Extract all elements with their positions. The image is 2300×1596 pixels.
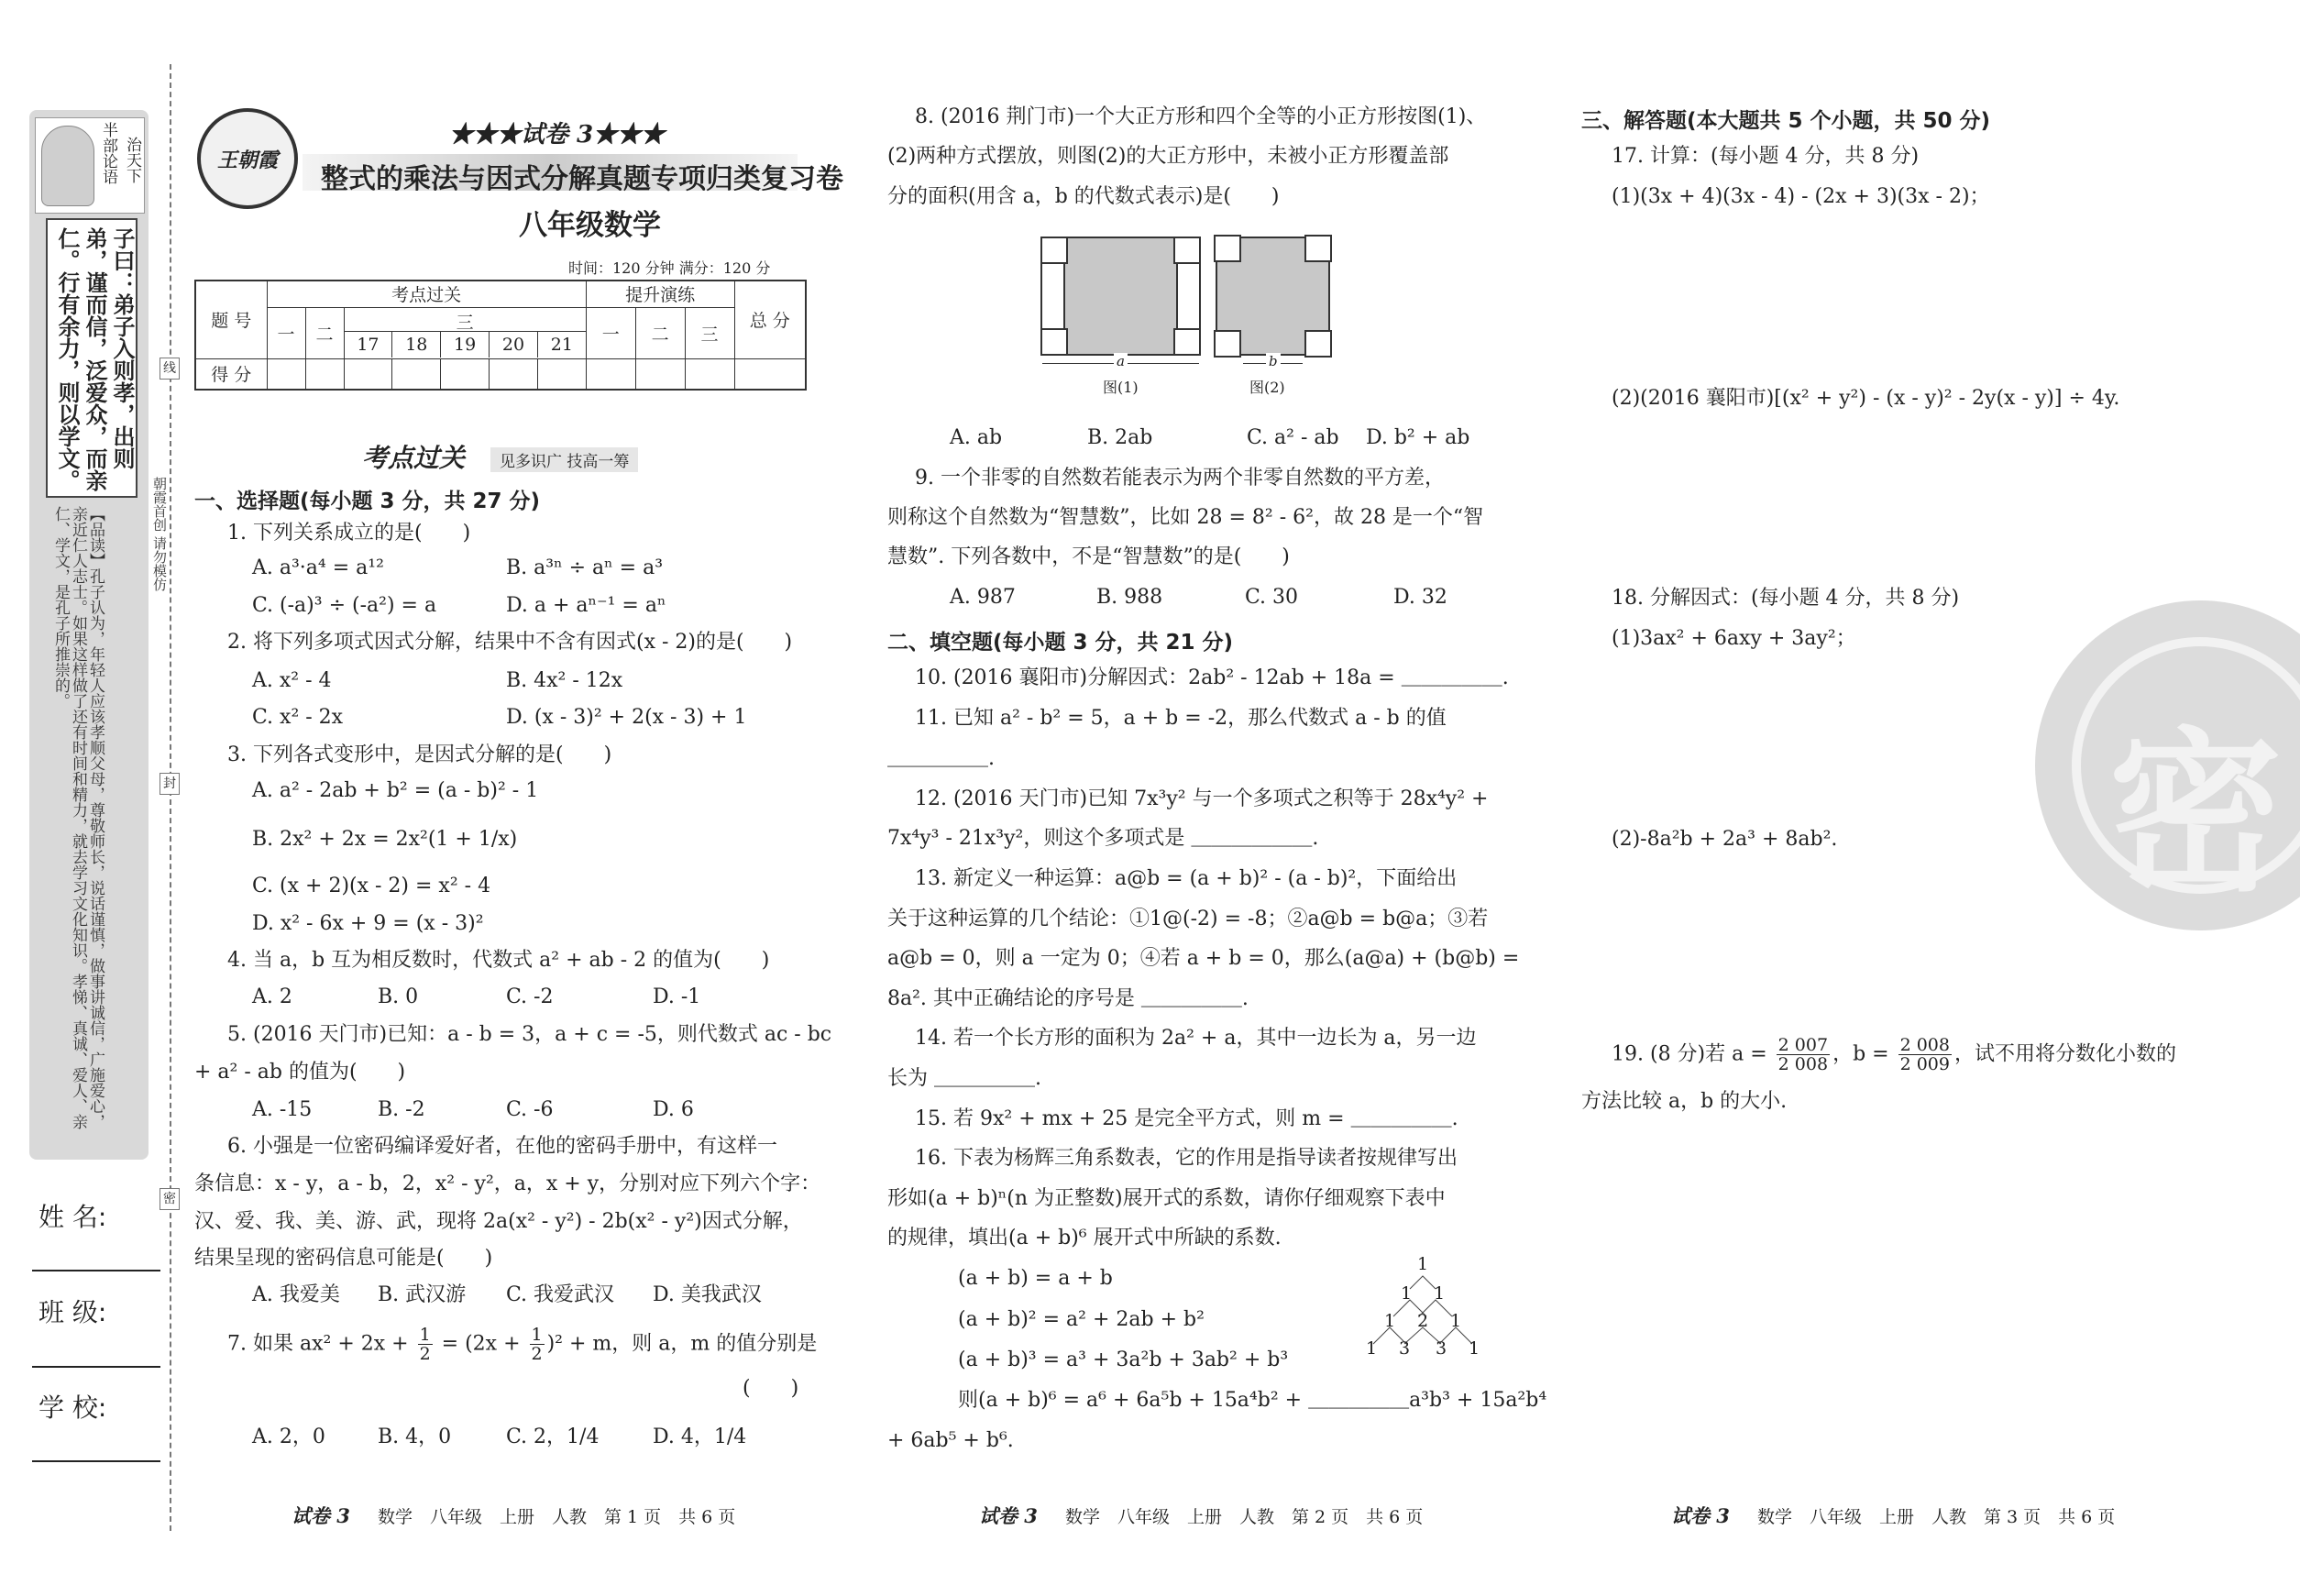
q6-option-c[interactable]: C. 我爱武汉 [506, 1283, 615, 1306]
score-cell[interactable] [305, 358, 344, 390]
question-11-line-2: ＿＿＿＿＿. [887, 747, 995, 770]
score-cell[interactable] [392, 358, 441, 390]
question-14-line-2: 长为 ＿＿＿＿＿. [887, 1067, 1041, 1090]
q3-option-a[interactable]: A. a² - 2ab + b² = (a - b)² - 1 [252, 779, 539, 802]
q6-option-b[interactable]: B. 武汉游 [378, 1283, 467, 1306]
q1-option-c[interactable]: C. (-a)³ ÷ (-a²) = a [252, 594, 437, 617]
figure-2 [1216, 237, 1330, 383]
score-cell[interactable] [490, 358, 538, 390]
figure-1-small-square [1040, 237, 1068, 264]
score-cell[interactable] [635, 358, 685, 390]
figure-1-small-square [1173, 237, 1201, 264]
q3-option-c[interactable]: C. (x + 2)(x - 2) = x² - 4 [252, 875, 491, 897]
q7-text-pre: 7. 如果 ax² + 2x + [227, 1332, 415, 1356]
q5-option-c[interactable]: C. -6 [506, 1098, 554, 1121]
question-18-part-2: (2)-8a²b + 2a³ + 8ab². [1612, 828, 1838, 851]
q2-option-a[interactable]: A. x² - 4 [252, 669, 332, 692]
score-col: 三 [685, 307, 734, 358]
exam-title: 整式的乘法与因式分解真题专项归类复习卷 [321, 163, 843, 195]
time-info: 时间：120 分钟 满分：120 分 [568, 259, 771, 277]
q7-option-a[interactable]: A. 2，0 [252, 1425, 325, 1448]
score-cell[interactable] [537, 358, 586, 390]
question-19 [1612, 1036, 2176, 1073]
figure-1-small-square [1173, 328, 1201, 356]
figure-2-small-square [1304, 330, 1332, 358]
sidebar-header-char: 部 [99, 138, 117, 153]
q3-option-b[interactable]: B. 2x² + 2x = 2x²(1 + 1/x) [252, 828, 518, 851]
figure-2-caption: 图(2) [1249, 379, 1285, 396]
cut-tag-line: 线 [160, 358, 180, 380]
q5-option-b[interactable]: B. -2 [378, 1098, 425, 1121]
fraction-a [1777, 1036, 1830, 1073]
class-label: 班 级: [39, 1297, 107, 1327]
triangle-number: 1 [1401, 1283, 1413, 1304]
q7-option-b[interactable]: B. 4，0 [378, 1425, 452, 1448]
fraction-denominator: 2 [531, 1344, 543, 1364]
cut-tag-seal: 封 [160, 773, 180, 795]
score-group-2: 提升演练 [586, 281, 734, 307]
score-col: 三 [345, 309, 586, 332]
triangle-number: 1 [1384, 1311, 1396, 1331]
question-8-line-1: 8. (2016 荆门市)一个大正方形和四个全等的小正方形按图(1)、 [915, 105, 1487, 128]
class-field[interactable] [32, 1366, 160, 1368]
q5-option-d[interactable]: D. 6 [653, 1098, 694, 1121]
copyright-notice: 朝霞首创 请勿模仿 [151, 477, 168, 591]
q9-option-b[interactable]: B. 988 [1096, 586, 1163, 609]
question-6-line-4: 结果呈现的密码信息可能是( ) [194, 1247, 493, 1270]
fraction-numerator: 2 007 [1777, 1035, 1829, 1055]
cut-tag-secret: 密 [160, 1188, 180, 1210]
q8-option-b[interactable]: B. 2ab [1087, 426, 1153, 449]
question-17: 17. 计算：(每小题 4 分，共 8 分) [1612, 145, 1920, 168]
cut-line [170, 64, 171, 1531]
score-group-1: 考点过关 [267, 281, 586, 307]
question-9-line-3: 慧数”. 下列各数中，不是“智慧数”的是( ) [887, 545, 1290, 568]
section-choice-heading: 一、选择题(每小题 3 分，共 27 分) [194, 490, 541, 513]
expansion-6-line-1: 则(a + b)⁶ = a⁶ + 6a⁵b + 15a⁴b² + ＿＿＿＿＿a³b³ + 15a²b⁴ [958, 1389, 1547, 1412]
score-cell[interactable] [685, 358, 734, 390]
score-col-num: 18 [392, 332, 441, 358]
question-18-part-1: (1)3ax² + 6axy + 3ay²； [1612, 627, 1856, 650]
q6-option-a[interactable]: A. 我爱美 [252, 1283, 340, 1306]
q4-option-b[interactable]: B. 0 [378, 985, 419, 1008]
question-5-line-1: 5. (2016 天门市)已知：a - b = 3，a + c = -5，则代数式 ac - bc [227, 1023, 832, 1046]
score-row-label: 题 号 [195, 281, 267, 358]
question-16-line-2: 形如(a + b)ⁿ(n 为正整数)展开式的系数，请你仔细观察下表中 [887, 1187, 1446, 1210]
question-14-line-1: 14. 若一个长方形的面积为 2a² + a，其中一边长为 a，另一边 [915, 1027, 1477, 1050]
fraction-denominator: 2 008 [1777, 1054, 1829, 1074]
yanghui-triangle [1366, 1256, 1503, 1357]
q9-option-d[interactable]: D. 32 [1393, 586, 1447, 609]
question-6-line-1: 6. 小强是一位密码编译爱好者，在他的密码手册中，有这样一 [227, 1135, 777, 1158]
fraction-denominator: 2 009 [1899, 1054, 1950, 1074]
school-label: 学 校: [39, 1392, 107, 1423]
score-cell[interactable] [734, 358, 806, 390]
question-19-line-2: 方法比较 a，b 的大小. [1581, 1090, 1788, 1113]
footer-exam: 试卷 3 [1671, 1504, 1730, 1527]
banner-title: 考点过关 [362, 443, 466, 473]
figure-1 [1040, 237, 1201, 383]
q7-text-post: )² + m，则 a，m 的值分别是 [546, 1332, 818, 1356]
score-col: 二 [635, 307, 685, 358]
school-field[interactable] [32, 1460, 160, 1462]
q8-option-a[interactable]: A. ab [950, 426, 1003, 449]
triangle-lines [1366, 1256, 1503, 1357]
name-label: 姓 名: [39, 1202, 107, 1232]
question-6-line-2: 条信息：x - y，a - b，2，x² - y²，a，x + y，分别对应下列六个字： [194, 1172, 821, 1195]
footer-page-2 [979, 1502, 1423, 1529]
score-col-num: 21 [550, 334, 573, 355]
figure-2-small-square [1304, 235, 1332, 262]
triangle-number: 1 [1366, 1338, 1378, 1359]
question-5-line-2: + a² - ab 的值为( ) [194, 1061, 406, 1084]
q19-text-pre: 19. (8 分)若 a = [1612, 1042, 1774, 1066]
footer-exam: 试卷 3 [292, 1504, 350, 1527]
footer-page-3 [1671, 1502, 2115, 1529]
question-13-line-3: a@b = 0，则 a 一定为 0；④若 a + b = 0，那么(a@a) + (b@b) = [887, 947, 1520, 970]
score-col-num: 17 [345, 332, 393, 358]
score-col-num: 20 [490, 332, 538, 358]
triangle-number: 1 [1434, 1283, 1446, 1304]
section-answer-heading: 三、解答题(本大题共 5 个小题，共 50 分) [1581, 109, 1991, 133]
question-16-line-1: 16. 下表为杨辉三角系数表，它的作用是指导读者按规律写出 [915, 1147, 1458, 1170]
score-col-num: 19 [441, 332, 490, 358]
q7-text-mid: = (2x + [435, 1332, 527, 1356]
question-9-line-2: 则称这个自然数为“智慧数”，比如 28 = 8² - 6²，故 28 是一个“智 [887, 506, 1484, 529]
stamp-character: 密 [2108, 712, 2283, 915]
q2-option-d[interactable]: D. (x - 3)² + 2(x - 3) + 1 [506, 706, 747, 729]
q8-option-c[interactable]: C. a² - ab [1247, 426, 1339, 449]
question-17-part-1: (1)(3x + 4)(3x - 4) - (2x + 3)(3x - 2)； [1612, 185, 1990, 208]
fraction-numerator: 1 [419, 1325, 431, 1345]
figure-2-label-b: b [1266, 353, 1281, 369]
sidebar-header-char: 治 [123, 137, 141, 152]
score-cell[interactable] [586, 358, 635, 390]
triangle-number: 3 [1399, 1338, 1411, 1359]
figure-1-label-a: a [1114, 353, 1128, 369]
figure-1-big-square [1063, 237, 1178, 356]
fraction-numerator: 1 [531, 1325, 543, 1345]
reading-note: 【品读】孔子认为，年轻人应该孝顺父母，尊敬师长，说话谨慎，做事讲诚信，广施爱心，亲近仁人志士。如果这样做了还有时间和精力，就去学习文化知识。孝悌、真诚、爱人、亲仁、学文，是孔子所推崇的。 [51, 506, 105, 1129]
question-12-line-2: 7x⁴y³ - 21x³y²，则这个多项式是 ＿＿＿＿＿＿. [887, 827, 1319, 850]
q4-option-d[interactable]: D. -1 [653, 985, 701, 1008]
confucius-quote: 子曰：弟子入则孝，出则弟，谨而信，泛爱众，而亲仁。行有余力，则以学文。 [54, 227, 135, 491]
question-8-line-2: (2)两种方式摆放，则图(2)的大正方形中，未被小正方形覆盖部 [887, 145, 1449, 168]
expansion-1: (a + b) = a + b [958, 1267, 1113, 1290]
sidebar-header-char: 语 [99, 169, 117, 184]
expansion-3: (a + b)³ = a³ + 3a²b + 3ab² + b³ [958, 1348, 1289, 1371]
fraction-denominator: 2 [419, 1344, 431, 1364]
question-10: 10. (2016 襄阳市)分解因式：2ab² - 12ab + 18a = ＿＿＿＿＿. [915, 666, 1509, 689]
q4-option-c[interactable]: C. -2 [506, 985, 554, 1008]
footer-info: 数学 八年级 上册 人教 第 3 页 共 6 页 [1756, 1507, 2116, 1527]
question-15: 15. 若 9x² + mx + 25 是完全平方式，则 m = ＿＿＿＿＿. [915, 1107, 1458, 1130]
triangle-number: 1 [1469, 1338, 1480, 1359]
figure-1-caption: 图(1) [1103, 379, 1139, 396]
q3-option-d[interactable]: D. x² - 6x + 9 = (x - 3)² [252, 912, 484, 935]
score-col: 一 [586, 307, 635, 358]
question-18: 18. 分解因式：(每小题 4 分，共 8 分) [1612, 587, 1960, 610]
question-13-line-2: 关于这种运算的几个结论：①1@(-2) = -8；②a@b = b@a；③若 [887, 908, 1489, 930]
section-fill-heading: 二、填空题(每小题 3 分，共 21 分) [887, 631, 1234, 655]
footer-info: 数学 八年级 上册 人教 第 1 页 共 6 页 [377, 1507, 736, 1527]
sidebar-header [35, 117, 145, 214]
score-table [194, 280, 807, 391]
fraction-b [1898, 1036, 1952, 1073]
q1-option-d[interactable]: D. a + aⁿ⁻¹ = aⁿ [506, 594, 666, 617]
question-17-part-2: (2)(2016 襄阳市)[(x² + y²) - (x - y)² - 2y(x - y)] ÷ 4y. [1612, 387, 2120, 410]
triangle-number: 1 [1450, 1311, 1462, 1331]
footer-page-1 [292, 1502, 735, 1529]
q2-option-c[interactable]: C. x² - 2x [252, 706, 344, 729]
sidebar-header-char: 半 [99, 122, 117, 138]
q5-option-a[interactable]: A. -15 [252, 1098, 313, 1121]
score-cell[interactable] [267, 358, 305, 390]
banner-subtitle: 见多识广 技高一筹 [490, 447, 638, 472]
triangle-number: 1 [1417, 1254, 1429, 1274]
question-2: 2. 将下列多项式因式分解，结果中不含有因式(x - 2)的是( ) [227, 631, 793, 654]
q19-text-mid: ，b = [1832, 1042, 1896, 1066]
figure-2-small-square [1214, 235, 1241, 262]
figure-1-small-square [1040, 328, 1068, 356]
score-col: 一 [267, 307, 305, 358]
footer-info: 数学 八年级 上册 人教 第 2 页 共 6 页 [1064, 1507, 1424, 1527]
question-1: 1. 下列关系成立的是( ) [227, 522, 471, 545]
sidebar-header-char: 下 [123, 168, 141, 183]
q2-option-b[interactable]: B. 4x² - 12x [506, 669, 623, 692]
question-13-line-1: 13. 新定义一种运算：a@b = (a + b)² - (a - b)²，下面给出 [915, 867, 1458, 890]
question-8-line-3: 分的面积(用含 a，b 的代数式表示)是( ) [887, 185, 1280, 208]
question-4: 4. 当 a，b 互为相反数时，代数式 a² + ab - 2 的值为( ) [227, 949, 770, 972]
q7-option-c[interactable]: C. 2，1/4 [506, 1425, 600, 1448]
sidebar-header-char: 论 [99, 153, 117, 169]
question-7 [227, 1326, 817, 1363]
q1-option-b[interactable]: B. a³ⁿ ÷ aⁿ = a³ [506, 556, 664, 579]
expansion-2: (a + b)² = a² + 2ab + b² [958, 1308, 1205, 1331]
score-col: 二 [305, 307, 344, 358]
question-11-line-1: 11. 已知 a² - b² = 5，a + b = -2，那么代数式 a - b 的值 [915, 707, 1447, 730]
score-cell[interactable] [344, 358, 392, 390]
figure-2-small-square [1214, 330, 1241, 358]
publisher-logo [197, 108, 298, 209]
question-6-line-3: 汉、爱、我、美、游、武，现将 2a(x² - y²) - 2b(x² - y²)因式分解， [194, 1210, 803, 1233]
score-cell[interactable] [441, 358, 490, 390]
expansion-6-line-2: + 6ab⁵ + b⁶. [887, 1429, 1014, 1452]
q7-option-d[interactable]: D. 4，1/4 [653, 1425, 747, 1448]
question-16-line-3: 的规律，填出(a + b)⁶ 展开式中所缺的系数. [887, 1227, 1282, 1249]
score-total-header: 总 分 [734, 281, 806, 358]
triangle-number: 2 [1417, 1311, 1429, 1331]
fraction [530, 1326, 545, 1363]
q1-option-a[interactable]: A. a³·a⁴ = a¹² [252, 556, 384, 579]
q4-option-a[interactable]: A. 2 [252, 985, 292, 1008]
footer-exam: 试卷 3 [979, 1504, 1038, 1527]
q6-option-d[interactable]: D. 美我武汉 [653, 1283, 762, 1306]
question-12-line-1: 12. (2016 天门市)已知 7x³y² 与一个多项式之积等于 28x⁴y² + [915, 787, 1489, 810]
exam-number: ★★★试卷 3★★★ [449, 121, 666, 149]
score-row-label: 得 分 [195, 358, 267, 390]
question-9-line-1: 9. 一个非零的自然数若能表示为两个非零自然数的平方差， [915, 467, 1445, 490]
question-13-line-4: 8a². 其中正确结论的序号是 ＿＿＿＿＿. [887, 987, 1249, 1010]
q8-option-d[interactable]: D. b² + ab [1366, 426, 1470, 449]
name-field[interactable] [32, 1270, 160, 1271]
question-3: 3. 下列各式变形中，是因式分解的是( ) [227, 743, 612, 766]
q9-option-c[interactable]: C. 30 [1245, 586, 1299, 609]
exam-subtitle: 八年级数学 [519, 209, 661, 242]
sidebar-header-char: 天 [123, 152, 141, 168]
fraction [418, 1326, 433, 1363]
fraction-numerator: 2 008 [1899, 1035, 1950, 1055]
q9-option-a[interactable]: A. 987 [950, 586, 1016, 609]
logo-text: 王朝霞 [216, 149, 278, 172]
triangle-number: 3 [1436, 1338, 1447, 1359]
q19-text-post: ，试不用将分数化小数的 [1954, 1042, 2177, 1066]
confucius-avatar [41, 126, 94, 206]
q7-answer-paren: ( ) [743, 1377, 799, 1400]
